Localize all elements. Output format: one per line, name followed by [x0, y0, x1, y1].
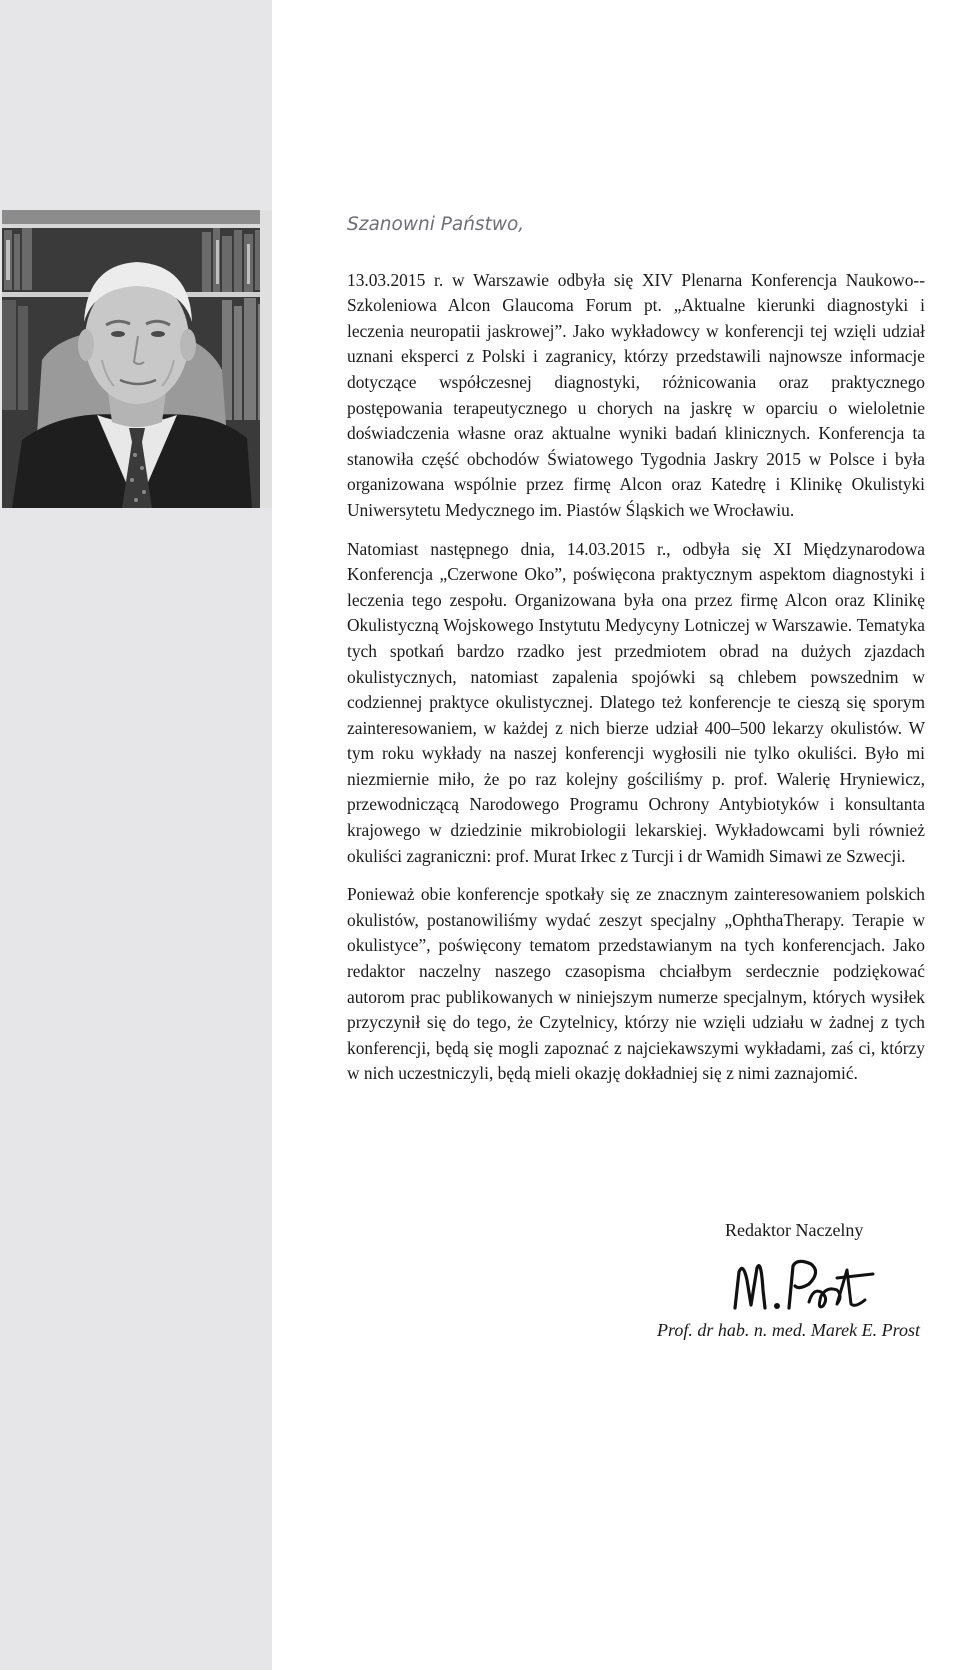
- signature-role: Redaktor Naczelny: [725, 1220, 864, 1240]
- portrait-image: [2, 210, 272, 508]
- paragraph-2: Natomiast następnego dnia, 14.03.2015 r., odbyła się XI Międzynarodowa Konferencja „Czerwone Oko”, poświęcona praktycznym aspektom diagnostyki i leczenia tego zespołu. Organizowana była ona przez firmę Alcon oraz Klinikę Okulistyczną Wojskowego Instytutu Medycyny Lotniczej w Warszawie. Tematyka tych spotkań bardzo rzadko jest przedmiotem obrad na dużych zjazdach okulistycznych, natomiast zapalenia spojówki są chlebem powszednim w codziennej praktyce okulistycznej. Dlatego też konferencje te cieszą się sporym zainteresowaniem, w każdej z nich bierze udział 400–500 lekarzy okulistów. W tym roku wykłady na naszej konferencji wygłosili nie tylko okuliści. Było mi niezmiernie miło, że po raz kolejny gościliśmy p. prof. Walerię Hryniewicz, przewodniczącą Narodowego Programu Ochrony Antybiotyków i konsultanta krajowego w dziedzinie mikrobiologii lekarskiej. Wykładowcami byli również okuliści zagraniczni: prof. Murat Irkec z Turcji i dr Wamidh Simawi ze Szwecji.: [347, 538, 925, 866]
- salutation: Szanowni Państwo,: [347, 214, 525, 235]
- paragraph-1: 13.03.2015 r. w Warszawie odbyła się XIV Plenarna Konferencja Naukowo--Szkoleniowa Alcon Glaucoma Forum pt. „Aktualne kierunki diagnostyki i leczenia neuropatii jaskrowej”. Jako wykładowcy w konferencji tej wzięli udział uznani eksperci z Polski i zagranicy, którzy przedstawili najnowsze informacje dotyczące współczesnej diagnostyki, różnicowania oraz praktycznego postępowania terapeutycznego u chorych na jaskrę w oparciu o wieloletnie doświadczenia własne oraz aktualne wyniki badań klinicznych. Konferencja ta stanowiła część obchodów Światowego Tygodnia Jaskry 2015 w Polsce i była organizowana wspólnie przez firmę Alcon oraz Katedrę i Klinikę Okulistyki Uniwersytetu Medycznego im. Piastów Śląskich we Wrocławiu.: [347, 269, 925, 520]
- signature-name: Prof. dr hab. n. med. Marek E. Prost: [657, 1320, 920, 1340]
- author-portrait-photo: [2, 210, 272, 508]
- handwritten-signature: [725, 1250, 885, 1320]
- letter-body: [347, 212, 925, 1100]
- paragraph-3: Ponieważ obie konferencje spotkały się ze znacznym zainteresowaniem polskich okulistów, postanowiliśmy wydać zeszyt specjalny „OphthaTherapy. Terapie w okulistyce”, poświęcony tematom przedstawianym na tych konferencjach. Jako redaktor naczelny naszego czasopisma chciałbym serdecznie podziękować autorom prac publikowanych w niniejszym numerze specjalnym, których wysiłek przyczynił się do tego, że Czytelnicy, którzy nie wzięli udziału w żadnej z tych konferencji, będą się mogli zapoznać z najciekawszymi wykładami, zaś ci, którzy w nich uczestniczyli, będą mieli okazję dokładniej się z nimi zaznajomić.: [347, 884, 925, 1084]
